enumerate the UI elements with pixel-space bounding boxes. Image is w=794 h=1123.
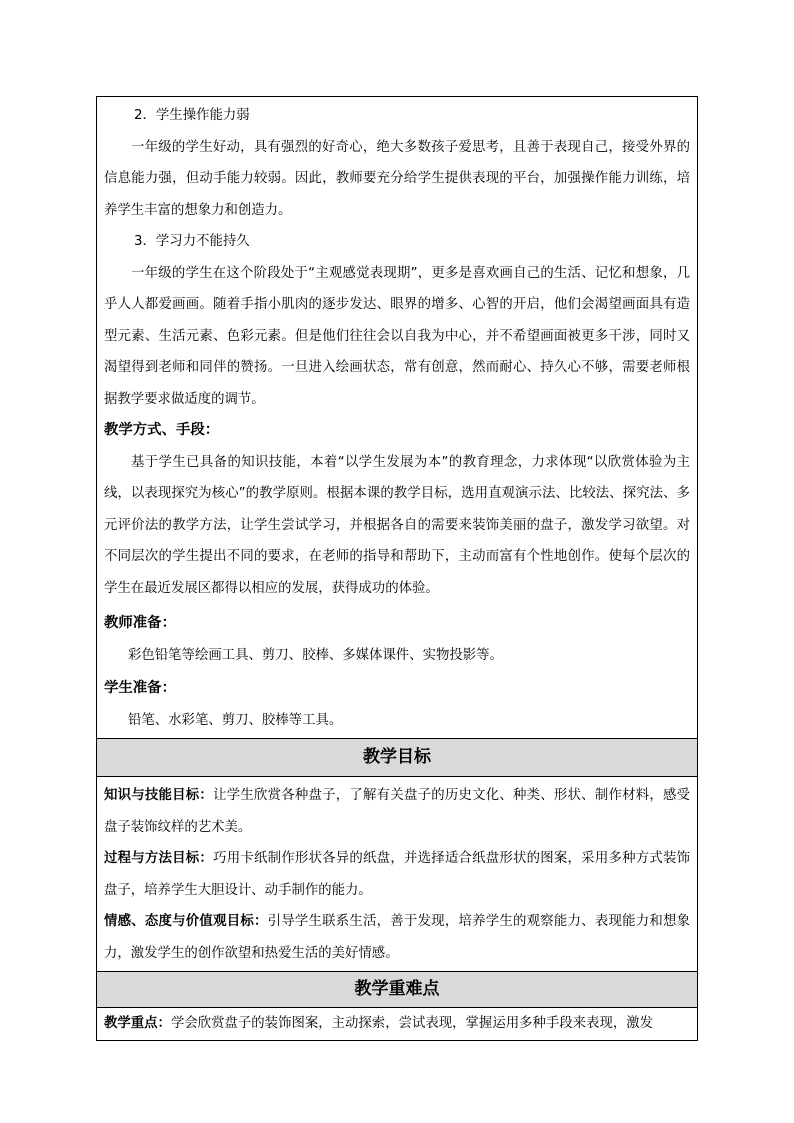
methods-body: 基于学生已具备的知识技能，本着“以学生发展为本”的教育理念，力求体现“以欣赏体验为主线，以表现探究为核心”的教学原则。根据本课的教学目标，选用直观演示法、比较法、探究法、多元评价法的教学方法，让学生尝试学习，并根据各自的需要来装饰美丽的盘子，激发学习欲望。对不同层次的学生提出不同的要求，在老师的指导和帮助下，主动而富有个性地创作。使每个层次的学生在最近发展区都得以相应的发展，获得成功的体验。 [104, 454, 690, 596]
item-2-body: 一年级的学生好动，具有强烈的好奇心，绝大多数孩子爱思考，且善于表现自己，接受外界的信息能力强，但动手能力较弱。因此，教师要充分给学生提供表现的平台，加强操作能力训练，培养学生丰富的想象力和创造力。 [104, 139, 690, 218]
lesson-plan-table [96, 96, 698, 1041]
teacher-prep-body: 彩色铅笔等绘画工具、剪刀、胶棒、多媒体课件、实物投影等。 [128, 647, 503, 663]
teacher-prep-heading: 教师准备： [104, 615, 176, 631]
goal-knowledge-label: 知识与技能目标： [104, 788, 214, 803]
section-title-key-points: 教学重难点 [97, 971, 697, 1008]
student-prep-body: 铅笔、水彩笔、剪刀、胶棒等工具。 [128, 712, 343, 728]
learner-analysis-cell [97, 97, 697, 736]
goal-knowledge-text: 让学生欣赏各种盘子，了解有关盘子的历史文化、种类、形状、制作材料，感受盘子装饰纹样的艺术美。 [104, 788, 691, 835]
item-2-title: 2．学生操作能力弱 [134, 108, 250, 123]
item-3-title: 3．学习力不能持久 [134, 234, 250, 249]
goal-process-label: 过程与方法目标： [104, 851, 214, 866]
goal-emotion [104, 906, 690, 969]
key-point-text: 学会欣赏盘子的装饰图案，主动探索，尝试表现，掌握运用多种手段来表现，激发 [170, 1016, 654, 1031]
key-point-label: 教学重点： [104, 1016, 171, 1031]
key-point [104, 1008, 690, 1040]
goal-emotion-label: 情感、态度与价值观目标： [104, 914, 268, 929]
goals-cell [97, 777, 697, 971]
goal-process-text: 巧用卡纸制作形状各异的纸盘，并选择适合纸盘形状的图案，采用多种方式装饰盘子，培养学生大胆设计、动手制作的能力。 [104, 851, 691, 898]
student-prep-heading: 学生准备： [104, 680, 176, 696]
section-title-goals: 教学目标 [97, 738, 697, 777]
methods-heading: 教学方式、手段： [104, 422, 220, 438]
key-points-cell [97, 1008, 697, 1040]
item-3-body: 一年级的学生在这个阶段处于“主观感觉表现期”，更多是喜欢画自己的生活、记忆和想象，几乎人人都爱画画。随着手指小肌肉的逐步发达、眼界的增多、心智的开启，他们会渴望画面具有造型元素、生活元素、色彩元素。但是他们往往会以自我为中心，并不希望画面被更多干涉，同时又渴望得到老师和同伴的赞扬。一旦进入绘画状态，常有创意，然而耐心、持久心不够，需要老师根据教学要求做适度的调节。 [104, 265, 690, 407]
goal-knowledge [104, 780, 690, 843]
goal-emotion-text: 引导学生联系生活，善于发现，培养学生的观察能力、表现能力和想象力，激发学生的创作欲望和热爱生活的美好情感。 [104, 914, 691, 961]
goal-process [104, 843, 690, 906]
